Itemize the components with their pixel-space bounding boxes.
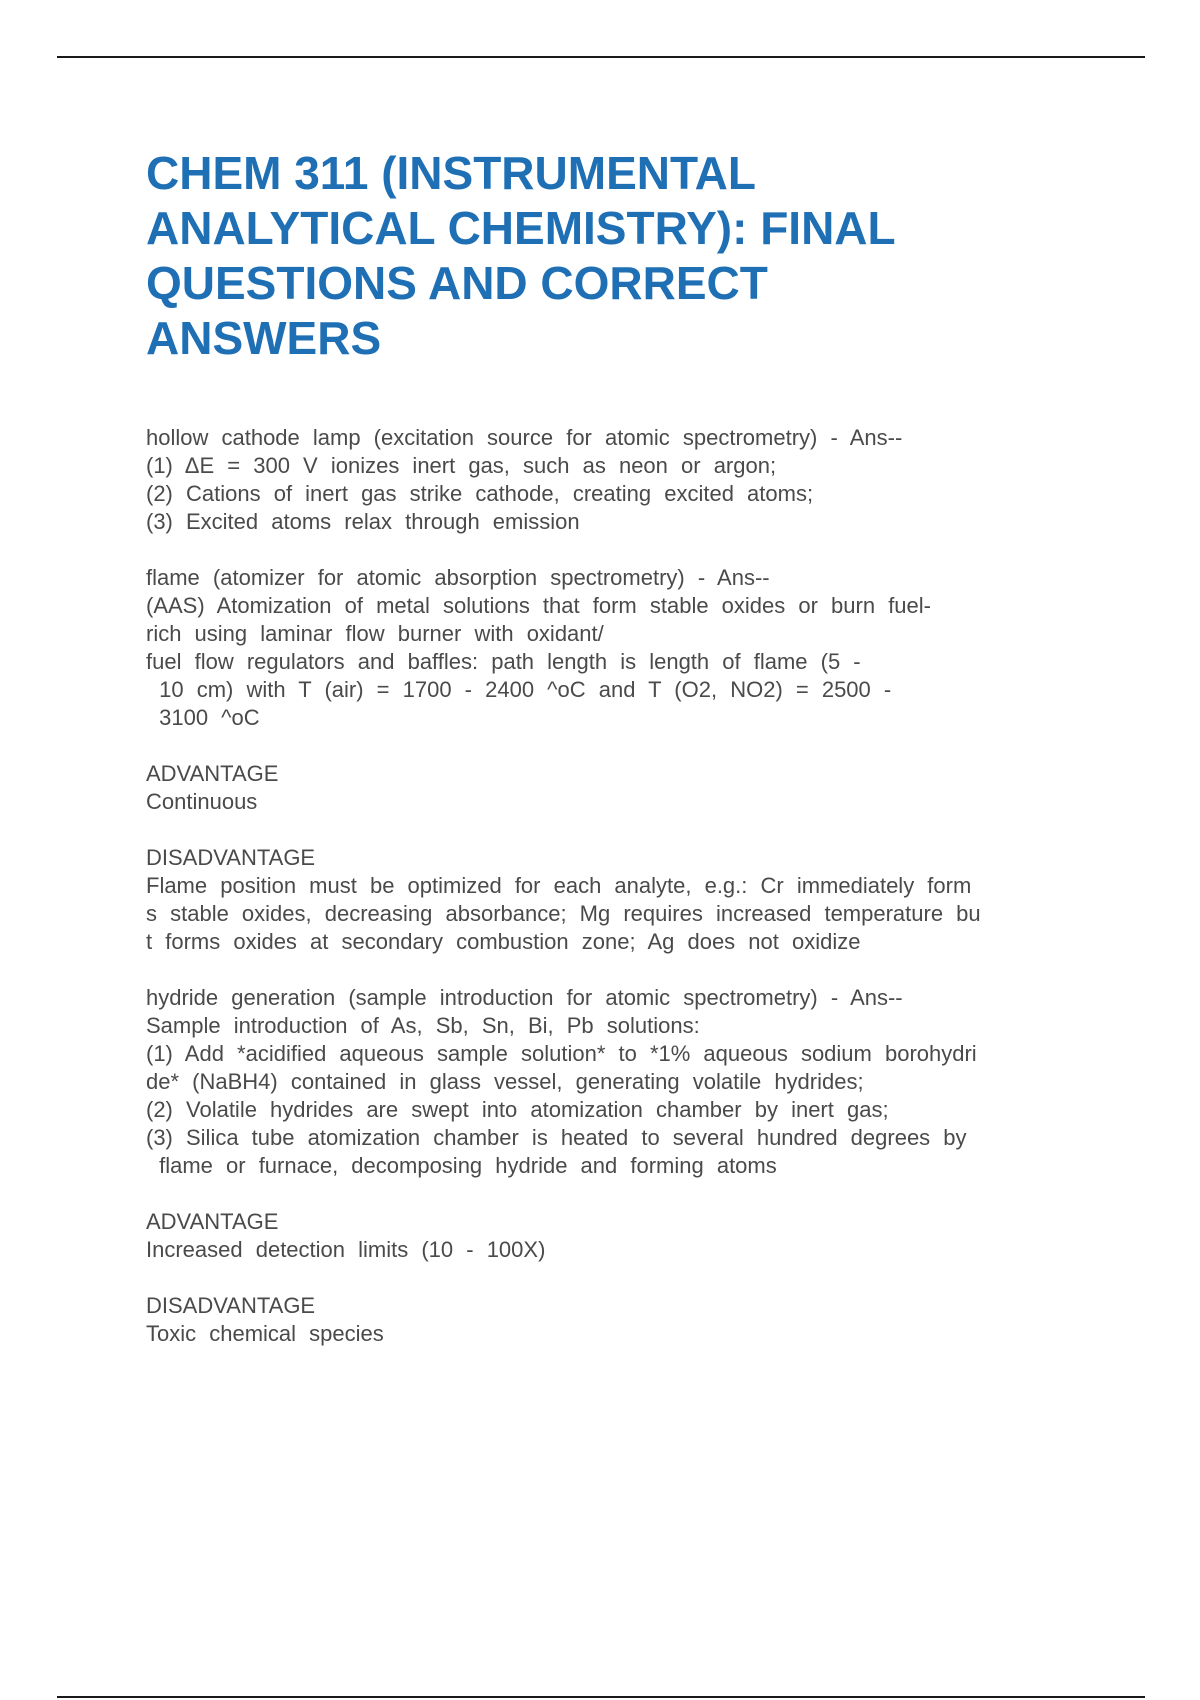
qa-hydride-generation: [146, 984, 1090, 1180]
section-text: Toxic chemical species: [146, 1321, 384, 1346]
question-line: flame (atomizer for atomic absorption spectrometry) - Ans--: [146, 565, 770, 590]
answer-line: (1) Add *acidified aqueous sample solution* to *1% aqueous sodium borohydri: [146, 1041, 977, 1066]
answer-line: (2) Cations of inert gas strike cathode, creating excited atoms;: [146, 481, 814, 506]
answer-line: fuel flow regulators and baffles: path length is length of flame (5 -: [146, 649, 861, 674]
section-text: t forms oxides at secondary combustion zone; Ag does not oxidize: [146, 929, 861, 954]
title-line: QUESTIONS AND CORRECT: [146, 257, 768, 309]
footer-rule: [57, 1696, 1145, 1698]
question-line: hydride generation (sample introduction for atomic spectrometry) - Ans--: [146, 985, 903, 1010]
answer-line: (1) ΔE = 300 V ionizes inert gas, such as neon or argon;: [146, 453, 777, 478]
section-text: s stable oxides, decreasing absorbance; Mg requires increased temperature bu: [146, 901, 981, 926]
answer-line: 10 cm) with T (air) = 1700 - 2400 ^oC and T (O2, NO2) = 2500 -: [146, 677, 892, 702]
hydride-disadvantage: [146, 1292, 1090, 1348]
answer-line: (AAS) Atomization of metal solutions that form stable oxides or burn fuel-: [146, 593, 931, 618]
answer-line: (3) Silica tube atomization chamber is heated to several hundred degrees by: [146, 1125, 967, 1150]
answer-line: 3100 ^oC: [146, 705, 260, 730]
title-line: ANSWERS: [146, 312, 382, 364]
answer-line: (3) Excited atoms relax through emission: [146, 509, 580, 534]
title-line: ANALYTICAL CHEMISTRY): FINAL: [146, 202, 896, 254]
question-line: hollow cathode lamp (excitation source for atomic spectrometry) - Ans--: [146, 425, 903, 450]
section-text: Increased detection limits (10 - 100X): [146, 1237, 546, 1262]
header-rule: [57, 56, 1145, 58]
qa-hollow-cathode-lamp: [146, 424, 1090, 536]
section-text: Continuous: [146, 789, 258, 814]
answer-line: de* (NaBH4) contained in glass vessel, generating volatile hydrides;: [146, 1069, 864, 1094]
title-line: CHEM 311 (INSTRUMENTAL: [146, 147, 756, 199]
document-body: [146, 424, 1090, 1376]
flame-disadvantage: [146, 844, 1090, 956]
section-heading: ADVANTAGE: [146, 761, 279, 786]
flame-advantage: [146, 760, 1090, 816]
section-heading: DISADVANTAGE: [146, 1293, 316, 1318]
document-title: [146, 146, 1106, 366]
section-heading: ADVANTAGE: [146, 1209, 279, 1234]
hydride-advantage: [146, 1208, 1090, 1264]
answer-line: rich using laminar flow burner with oxidant/: [146, 621, 604, 646]
section-heading: DISADVANTAGE: [146, 845, 316, 870]
answer-line: (2) Volatile hydrides are swept into atomization chamber by inert gas;: [146, 1097, 889, 1122]
answer-line: flame or furnace, decomposing hydride and forming atoms: [146, 1153, 777, 1178]
answer-line: Sample introduction of As, Sb, Sn, Bi, Pb solutions:: [146, 1013, 700, 1038]
qa-flame: [146, 564, 1090, 732]
section-text: Flame position must be optimized for each analyte, e.g.: Cr immediately form: [146, 873, 972, 898]
